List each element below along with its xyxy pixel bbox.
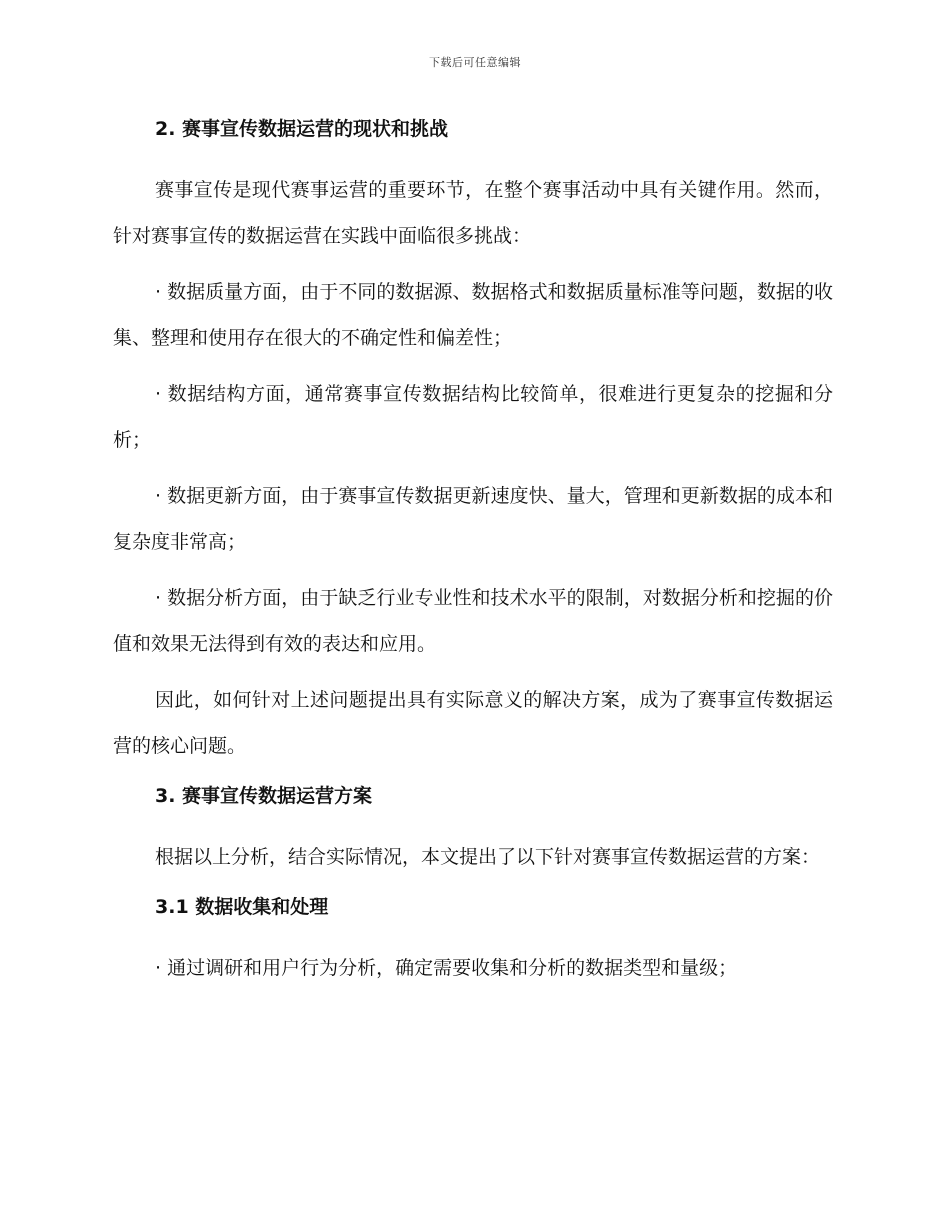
bullet-data-analysis: · 数据分析方面，由于缺乏行业专业性和技术水平的限制，对数据分析和挖掘的价值和效果无法得到有效的表达和应用。 — [113, 587, 833, 655]
document-body — [113, 112, 833, 1001]
page-header: 下载后可任意编辑 — [429, 56, 521, 69]
section-heading-2: 2. 赛事宣传数据运营的现状和挑战 — [155, 118, 449, 140]
paragraph-intro: 赛事宣传是现代赛事运营的重要环节，在整个赛事活动中具有关键作用。然而，针对赛事宣传的数据运营在实践中面临很多挑战： — [113, 179, 833, 247]
bullet-data-update: · 数据更新方面，由于赛事宣传数据更新速度快、量大，管理和更新数据的成本和复杂度非常高； — [113, 485, 833, 553]
bullet-data-structure: · 数据结构方面，通常赛事宣传数据结构比较简单，很难进行更复杂的挖掘和分析； — [113, 383, 833, 451]
section-heading-3-1: 3.1 数据收集和处理 — [155, 896, 329, 918]
section-heading-3: 3. 赛事宣传数据运营方案 — [155, 785, 373, 807]
bullet-data-collection: · 通过调研和用户行为分析，确定需要收集和分析的数据类型和量级； — [155, 957, 738, 979]
bullet-data-quality: · 数据质量方面，由于不同的数据源、数据格式和数据质量标准等问题，数据的收集、整理和使用存在很大的不确定性和偏差性； — [113, 281, 833, 349]
paragraph-plan-intro: 根据以上分析，结合实际情况，本文提出了以下针对赛事宣传数据运营的方案： — [155, 846, 821, 868]
paragraph-conclusion: 因此，如何针对上述问题提出具有实际意义的解决方案，成为了赛事宣传数据运营的核心问题。 — [113, 689, 833, 757]
